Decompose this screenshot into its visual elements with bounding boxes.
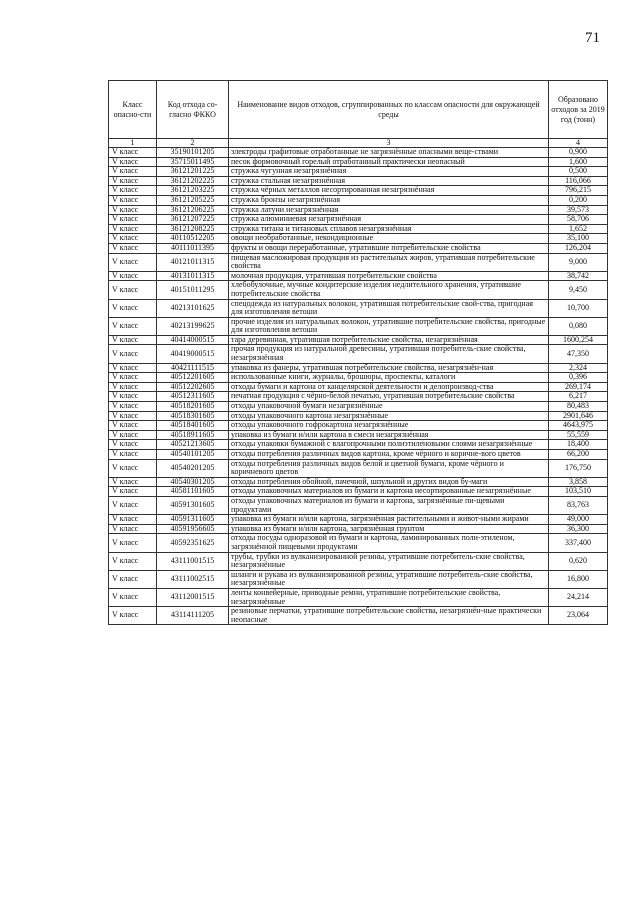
fkko-code-cell: 43114111205	[157, 607, 229, 625]
hazard-class-cell: V класс	[109, 234, 157, 244]
amount-cell: 39,573	[549, 205, 608, 215]
hazard-class-cell: V класс	[109, 392, 157, 402]
amount-cell: 116,066	[549, 176, 608, 186]
table-row	[109, 450, 608, 460]
column-number: 4	[549, 139, 608, 148]
waste-name-cell: отходы потребления обойной, пачечной, шпульной и других видов бу-маги	[229, 477, 549, 487]
table-header-row	[109, 81, 608, 139]
fkko-code-cell: 36121208225	[157, 224, 229, 234]
table-row	[109, 243, 608, 253]
table-row	[109, 607, 608, 625]
amount-cell: 103,510	[549, 487, 608, 497]
table-row	[109, 588, 608, 606]
waste-name-cell: отходы упаковочной бумаги незагрязнённые	[229, 402, 549, 412]
fkko-code-cell: 40213101625	[157, 299, 229, 317]
hazard-class-cell: V класс	[109, 477, 157, 487]
waste-name-cell: электроды графитовые отработанные не загрязнённые опасными веще-ствами	[229, 148, 549, 158]
waste-name-cell: пищевая масложировая продукция из растительных жиров, утратившая потребительские свойства	[229, 253, 549, 271]
amount-cell: 0,620	[549, 552, 608, 570]
amount-cell: 80,483	[549, 402, 608, 412]
hazard-class-cell: V класс	[109, 215, 157, 225]
waste-name-cell: стружка алюминиевая незагрязнённая	[229, 215, 549, 225]
column-number: 2	[157, 139, 229, 148]
table-row	[109, 570, 608, 588]
amount-cell: 9,000	[549, 253, 608, 271]
fkko-code-cell: 40512202605	[157, 382, 229, 392]
amount-cell: 0,396	[549, 373, 608, 383]
fkko-code-cell: 40512201605	[157, 373, 229, 383]
hazard-class-cell: V класс	[109, 363, 157, 373]
page-number: 71	[585, 30, 600, 46]
hazard-class-cell: V класс	[109, 570, 157, 588]
amount-cell: 49,000	[549, 515, 608, 525]
table-row	[109, 402, 608, 412]
amount-cell: 0,080	[549, 317, 608, 335]
hazard-class-cell: V класс	[109, 243, 157, 253]
fkko-code-cell: 40591301605	[157, 496, 229, 514]
amount-cell: 9,450	[549, 281, 608, 299]
table-row	[109, 253, 608, 271]
waste-name-cell: упаковка из бумаги и/или картона в смеси незагрязнённая	[229, 430, 549, 440]
fkko-code-cell: 35190101205	[157, 148, 229, 158]
hazard-class-cell: V класс	[109, 421, 157, 431]
fkko-code-cell: 40421111515	[157, 363, 229, 373]
table-row	[109, 421, 608, 431]
hazard-class-cell: V класс	[109, 281, 157, 299]
column-number: 1	[109, 139, 157, 148]
waste-name-cell: стружка бронзы незагрязнённая	[229, 195, 549, 205]
table-row	[109, 496, 608, 514]
waste-name-cell: отходы упаковочных материалов из бумаги и картона, загрязнённые пи-щевыми продуктами	[229, 496, 549, 514]
table-row	[109, 345, 608, 363]
hazard-class-cell: V класс	[109, 607, 157, 625]
fkko-code-cell: 36121203225	[157, 186, 229, 196]
fkko-code-cell: 43112001515	[157, 588, 229, 606]
fkko-code-cell: 40419000515	[157, 345, 229, 363]
table-row	[109, 534, 608, 552]
waste-name-cell: отходы упаковочных материалов из бумаги и картона несортированные незагрязнённые	[229, 487, 549, 497]
waste-name-cell: упаковка из бумаги и/или картона, загрязнённая грунтом	[229, 524, 549, 534]
amount-cell: 47,350	[549, 345, 608, 363]
fkko-code-cell: 40518201605	[157, 402, 229, 412]
table-row	[109, 234, 608, 244]
waste-name-cell: отходы посуды одноразовой из бумаги и картона, ламинированных поли-этиленом, загрязнённой пищевыми продуктами	[229, 534, 549, 552]
fkko-code-cell: 36121205225	[157, 195, 229, 205]
waste-name-cell: фрукты и овощи переработанные, утратившие потребительские свойства	[229, 243, 549, 253]
amount-cell: 0,900	[549, 148, 608, 158]
hazard-class-cell: V класс	[109, 195, 157, 205]
hazard-class-cell: V класс	[109, 450, 157, 460]
hazard-class-cell: V класс	[109, 205, 157, 215]
amount-cell: 126,204	[549, 243, 608, 253]
hazard-class-cell: V класс	[109, 440, 157, 450]
hazard-class-cell: V класс	[109, 402, 157, 412]
header-waste-name: Наименование видов отходов, сгруппированных по классам опасности для окружающей среды	[229, 81, 549, 139]
table-row	[109, 552, 608, 570]
fkko-code-cell: 40110512205	[157, 234, 229, 244]
amount-cell: 1,600	[549, 157, 608, 167]
fkko-code-cell: 35715011495	[157, 157, 229, 167]
hazard-class-cell: V класс	[109, 534, 157, 552]
amount-cell: 24,214	[549, 588, 608, 606]
fkko-code-cell: 40121011315	[157, 253, 229, 271]
table-row	[109, 148, 608, 158]
fkko-code-cell: 40518911605	[157, 430, 229, 440]
waste-table	[108, 80, 608, 625]
hazard-class-cell: V класс	[109, 186, 157, 196]
waste-name-cell: стружка чугунная незагрязнённая	[229, 167, 549, 177]
fkko-code-cell: 43111001515	[157, 552, 229, 570]
waste-name-cell: шланги и рукава из вулканизированной резины, утратившие потребитель-ские свойства, незагрязнённые	[229, 570, 549, 588]
fkko-code-cell: 36121206225	[157, 205, 229, 215]
hazard-class-cell: V класс	[109, 253, 157, 271]
hazard-class-cell: V класс	[109, 430, 157, 440]
hazard-class-cell: V класс	[109, 373, 157, 383]
hazard-class-cell: V класс	[109, 515, 157, 525]
waste-name-cell: прочие изделия из натуральных волокон, утратившие потребительские свойства, пригодные для изготовления ветоши	[229, 317, 549, 335]
amount-cell: 0,200	[549, 195, 608, 205]
fkko-code-cell: 40151011295	[157, 281, 229, 299]
waste-name-cell: стружка стальная незагрязнённая	[229, 176, 549, 186]
fkko-code-cell: 40512311605	[157, 392, 229, 402]
fkko-code-cell: 36121202225	[157, 176, 229, 186]
hazard-class-cell: V класс	[109, 459, 157, 477]
amount-cell: 6,217	[549, 392, 608, 402]
amount-cell: 66,200	[549, 450, 608, 460]
fkko-code-cell: 40131011315	[157, 271, 229, 281]
hazard-class-cell: V класс	[109, 299, 157, 317]
fkko-code-cell: 40592351625	[157, 534, 229, 552]
table-row	[109, 459, 608, 477]
hazard-class-cell: V класс	[109, 167, 157, 177]
hazard-class-cell: V класс	[109, 524, 157, 534]
amount-cell: 58,706	[549, 215, 608, 225]
amount-cell: 337,400	[549, 534, 608, 552]
amount-cell: 176,750	[549, 459, 608, 477]
amount-cell: 0,500	[549, 167, 608, 177]
hazard-class-cell: V класс	[109, 157, 157, 167]
header-fkko-code: Код отхода со-гласно ФККО	[157, 81, 229, 139]
fkko-code-cell: 36121207225	[157, 215, 229, 225]
amount-cell: 23,064	[549, 607, 608, 625]
fkko-code-cell: 40540301205	[157, 477, 229, 487]
amount-cell: 83,763	[549, 496, 608, 514]
waste-name-cell: трубы, трубки из вулканизированной резины, утратившие потребитель-ские свойства, незагрязнённые	[229, 552, 549, 570]
waste-name-cell: отходы потребления различных видов белой и цветной бумаги, кроме чёрного и коричневого цветов	[229, 459, 549, 477]
table-row	[109, 317, 608, 335]
amount-cell: 796,215	[549, 186, 608, 196]
hazard-class-cell: V класс	[109, 382, 157, 392]
hazard-class-cell: V класс	[109, 317, 157, 335]
hazard-class-cell: V класс	[109, 345, 157, 363]
waste-name-cell: отходы упаковочного картона незагрязнённые	[229, 411, 549, 421]
amount-cell: 1,652	[549, 224, 608, 234]
table-row	[109, 215, 608, 225]
waste-name-cell: овощи необработанные, некондиционные	[229, 234, 549, 244]
waste-name-cell: молочная продукция, утратившая потребительские свойства	[229, 271, 549, 281]
amount-cell: 2901,646	[549, 411, 608, 421]
amount-cell: 35,100	[549, 234, 608, 244]
amount-cell: 10,700	[549, 299, 608, 317]
fkko-code-cell: 36121201225	[157, 167, 229, 177]
amount-cell: 4643,975	[549, 421, 608, 431]
waste-name-cell: печатная продукция с чёрно-белой печатью, утратившая потребительские свойства	[229, 392, 549, 402]
fkko-code-cell: 40518401605	[157, 421, 229, 431]
table-row	[109, 281, 608, 299]
waste-name-cell: отходы потребления различных видов картона, кроме чёрного и коричне-вого цветов	[229, 450, 549, 460]
fkko-code-cell: 40521213605	[157, 440, 229, 450]
amount-cell: 269,174	[549, 382, 608, 392]
hazard-class-cell: V класс	[109, 335, 157, 345]
amount-cell: 3,858	[549, 477, 608, 487]
fkko-code-cell: 40414000515	[157, 335, 229, 345]
fkko-code-cell: 43111002515	[157, 570, 229, 588]
waste-name-cell: стружка латуни незагрязнённая	[229, 205, 549, 215]
table-row	[109, 167, 608, 177]
amount-cell: 36,300	[549, 524, 608, 534]
table-row	[109, 195, 608, 205]
fkko-code-cell: 40540101205	[157, 450, 229, 460]
column-number: 3	[229, 139, 549, 148]
amount-cell: 2,324	[549, 363, 608, 373]
header-hazard-class: Класс опасно-сти	[109, 81, 157, 139]
fkko-code-cell: 40591956605	[157, 524, 229, 534]
table-row	[109, 515, 608, 525]
hazard-class-cell: V класс	[109, 496, 157, 514]
waste-name-cell: песок формовочный горелый отработанный практически неопасный	[229, 157, 549, 167]
amount-cell: 1600,254	[549, 335, 608, 345]
amount-cell: 55,559	[549, 430, 608, 440]
amount-cell: 16,800	[549, 570, 608, 588]
hazard-class-cell: V класс	[109, 411, 157, 421]
waste-name-cell: отходы упаковки бумажной с влагопрочными полиэтиленовыми слоями незагрязнённые	[229, 440, 549, 450]
hazard-class-cell: V класс	[109, 271, 157, 281]
waste-name-cell: прочая продукция из натуральной древесины, утратившая потребитель-ские свойства, незагрязнённая	[229, 345, 549, 363]
fkko-code-cell: 40111011395	[157, 243, 229, 253]
fkko-code-cell: 40518301605	[157, 411, 229, 421]
waste-name-cell: использованные книги, журналы, брошюры, проспекты, каталоги	[229, 373, 549, 383]
waste-name-cell: резиновые перчатки, утратившие потребительские свойства, незагрязнён-ные практически неопасные	[229, 607, 549, 625]
hazard-class-cell: V класс	[109, 176, 157, 186]
table-row	[109, 299, 608, 317]
waste-name-cell: ленты конвейерные, приводные ремни, утратившие потребительские свойства, незагрязнённые	[229, 588, 549, 606]
waste-name-cell: хлебобулочные, мучные кондитерские изделия недлительного хранения, утратившие потребительские свойства	[229, 281, 549, 299]
hazard-class-cell: V класс	[109, 224, 157, 234]
waste-name-cell: отходы бумаги и картона от канцелярской деятельности и делопроизвод-ства	[229, 382, 549, 392]
waste-name-cell: стружка титана и титановых сплавов незагрязнённая	[229, 224, 549, 234]
waste-name-cell: упаковка из бумаги и/или картона, загрязнённая растительными и живот-ными жирами	[229, 515, 549, 525]
waste-name-cell: отходы упаковочного гофрокартона незагрязнённые	[229, 421, 549, 431]
waste-name-cell: тара деревянная, утратившая потребительские свойства, незагрязнённая	[229, 335, 549, 345]
amount-cell: 38,742	[549, 271, 608, 281]
hazard-class-cell: V класс	[109, 487, 157, 497]
waste-name-cell: стружка чёрных металлов несортированная незагрязнённая	[229, 186, 549, 196]
hazard-class-cell: V класс	[109, 552, 157, 570]
fkko-code-cell: 40540201205	[157, 459, 229, 477]
header-amount: Образовано отходов за 2019 год (тонн)	[549, 81, 608, 139]
fkko-code-cell: 40581101605	[157, 487, 229, 497]
amount-cell: 18,400	[549, 440, 608, 450]
hazard-class-cell: V класс	[109, 148, 157, 158]
fkko-code-cell: 40591311605	[157, 515, 229, 525]
waste-name-cell: упаковка из фанеры, утратившая потребительские свойства, незагрязнён-ная	[229, 363, 549, 373]
table-body	[109, 148, 608, 625]
hazard-class-cell: V класс	[109, 588, 157, 606]
table-row	[109, 373, 608, 383]
fkko-code-cell: 40213199625	[157, 317, 229, 335]
waste-name-cell: спецодежда из натуральных волокон, утратившая потребительские свой-ства, пригодная для изготовления ветоши	[229, 299, 549, 317]
